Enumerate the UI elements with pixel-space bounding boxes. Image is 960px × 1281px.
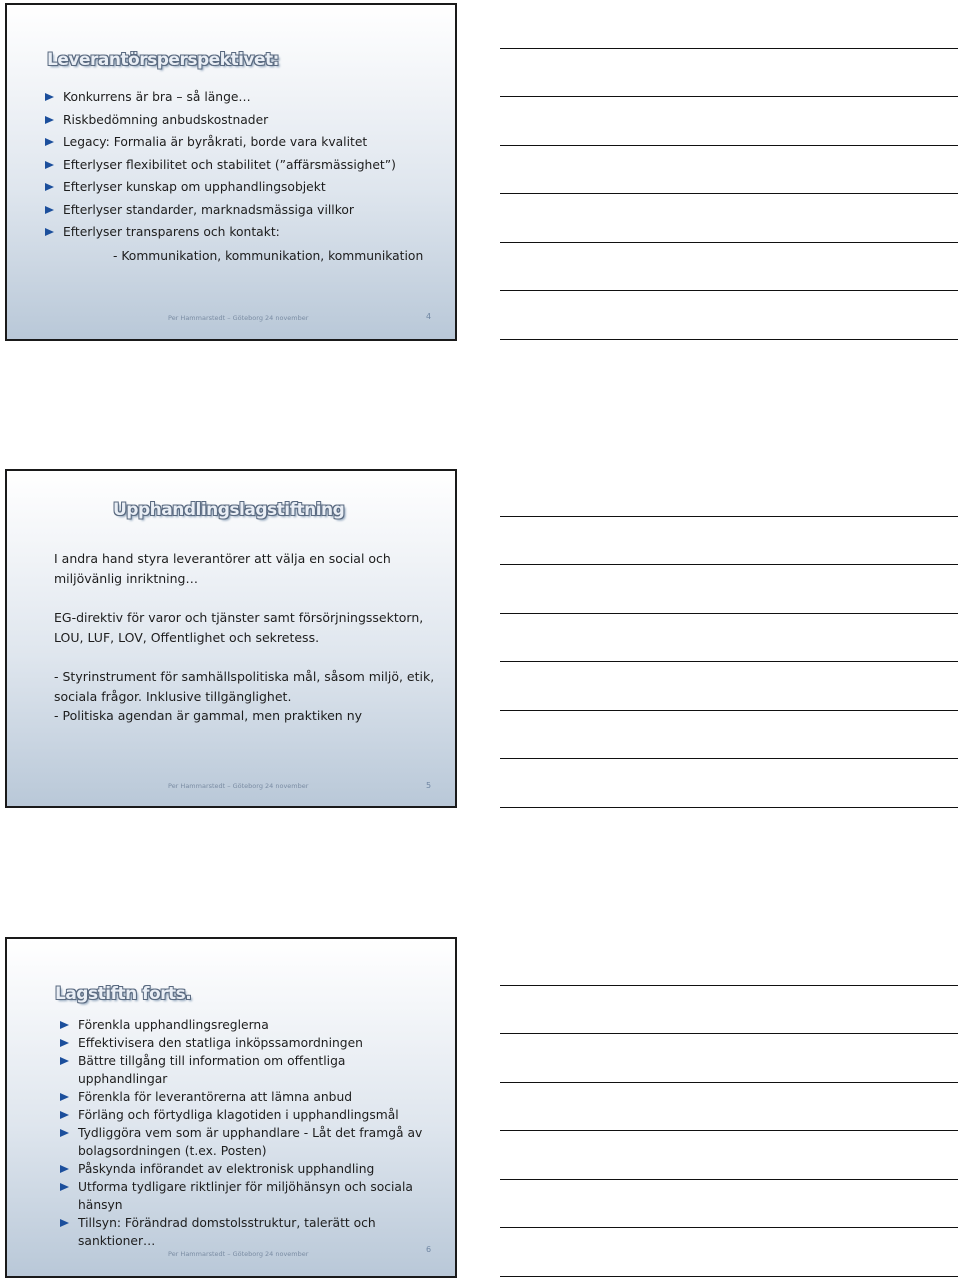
list-item: Efterlyser flexibilitet och stabilitet (”affärsmässighet”) <box>45 154 445 177</box>
slide-footer: Per Hammarstedt – Göteborg 24 november <box>168 782 309 790</box>
triangle-bullet-icon <box>45 93 54 101</box>
slide-footer: Per Hammarstedt – Göteborg 24 november <box>168 1250 309 1258</box>
list-item: Legacy: Formalia är byråkrati, borde vara kvalitet <box>45 131 445 154</box>
note-line <box>500 1130 958 1131</box>
paragraph: - Styrinstrument för samhällspolitiska mål, såsom miljö, etik, sociala frågor. Inklusive tillgänglighet. - Politiska agendan är gammal, men praktiken ny <box>54 669 435 723</box>
page-number: 5 <box>426 781 432 790</box>
list-item: Efterlyser transparens och kontakt: <box>45 221 445 244</box>
note-line <box>500 564 958 565</box>
note-line <box>500 985 958 986</box>
list-item: Utforma tydligare riktlinjer för miljöhänsyn och sociala hänsyn <box>60 1178 430 1214</box>
note-line <box>500 1082 958 1083</box>
triangle-bullet-icon <box>60 1111 69 1119</box>
slide-4 <box>5 3 457 341</box>
note-line <box>500 758 958 759</box>
slide-title: Leverantörsperspektivet: <box>47 50 279 70</box>
note-line <box>500 516 958 517</box>
paragraph: EG-direktiv för varor och tjänster samt försörjningssektorn, LOU, LUF, LOV, Offentlighet och sekretess. <box>54 610 424 645</box>
note-line <box>500 145 958 146</box>
list-item: Riskbedömning anbudskostnader <box>45 109 445 132</box>
triangle-bullet-icon <box>45 161 54 169</box>
slide-6 <box>5 937 457 1278</box>
bullet-list <box>45 86 445 244</box>
triangle-bullet-icon <box>60 1183 69 1191</box>
page-number: 4 <box>426 312 432 321</box>
note-line <box>500 1033 958 1034</box>
list-item: Efterlyser standarder, marknadsmässiga villkor <box>45 199 445 222</box>
triangle-bullet-icon <box>60 1039 69 1047</box>
note-line <box>500 807 958 808</box>
note-line <box>500 290 958 291</box>
note-line <box>500 1276 958 1277</box>
triangle-bullet-icon <box>60 1021 69 1029</box>
triangle-bullet-icon <box>45 206 54 214</box>
list-item: Tydliggöra vem som är upphandlare - Låt det framgå av bolagsordningen (t.ex. Posten) <box>60 1124 430 1160</box>
paragraph: I andra hand styra leverantörer att välja en social och miljövänlig inriktning… <box>54 551 391 586</box>
note-line <box>500 1227 958 1228</box>
triangle-bullet-icon <box>60 1165 69 1173</box>
list-item: Förläng och förtydliga klagotiden i upphandlingsmål <box>60 1106 430 1124</box>
triangle-bullet-icon <box>60 1129 69 1137</box>
note-line <box>500 1179 958 1180</box>
triangle-bullet-icon <box>45 183 54 191</box>
list-item: Förenkla för leverantörerna att lämna anbud <box>60 1088 430 1106</box>
list-item: Förenkla upphandlingsreglerna <box>60 1016 430 1034</box>
sub-line: - Kommunikation, kommunikation, kommunikation <box>113 249 424 263</box>
list-item: Effektivisera den statliga inköpssamordningen <box>60 1034 430 1052</box>
list-item: Påskynda införandet av elektronisk upphandling <box>60 1160 430 1178</box>
list-item: Bättre tillgång till information om offentliga upphandlingar <box>60 1052 430 1088</box>
note-line <box>500 710 958 711</box>
triangle-bullet-icon <box>45 138 54 146</box>
triangle-bullet-icon <box>60 1057 69 1065</box>
note-line <box>500 193 958 194</box>
page-number: 6 <box>426 1245 432 1254</box>
slide-footer: Per Hammarstedt – Göteborg 24 november <box>168 314 309 322</box>
triangle-bullet-icon <box>60 1093 69 1101</box>
slide-title: Lagstiftn forts. <box>55 984 192 1004</box>
note-line <box>500 96 958 97</box>
note-line <box>500 339 958 340</box>
note-line <box>500 661 958 662</box>
list-item: Efterlyser kunskap om upphandlingsobjekt <box>45 176 445 199</box>
note-line <box>500 48 958 49</box>
slide-title: Upphandlingslagstiftning <box>113 500 345 520</box>
triangle-bullet-icon <box>45 228 54 236</box>
slide-5 <box>5 469 457 808</box>
bullet-list <box>60 1016 430 1250</box>
triangle-bullet-icon <box>45 116 54 124</box>
triangle-bullet-icon <box>60 1219 69 1227</box>
list-item: Konkurrens är bra – så länge… <box>45 86 445 109</box>
note-line <box>500 613 958 614</box>
note-line <box>500 242 958 243</box>
list-item: Tillsyn: Förändrad domstolsstruktur, talerätt och sanktioner… <box>60 1214 430 1250</box>
